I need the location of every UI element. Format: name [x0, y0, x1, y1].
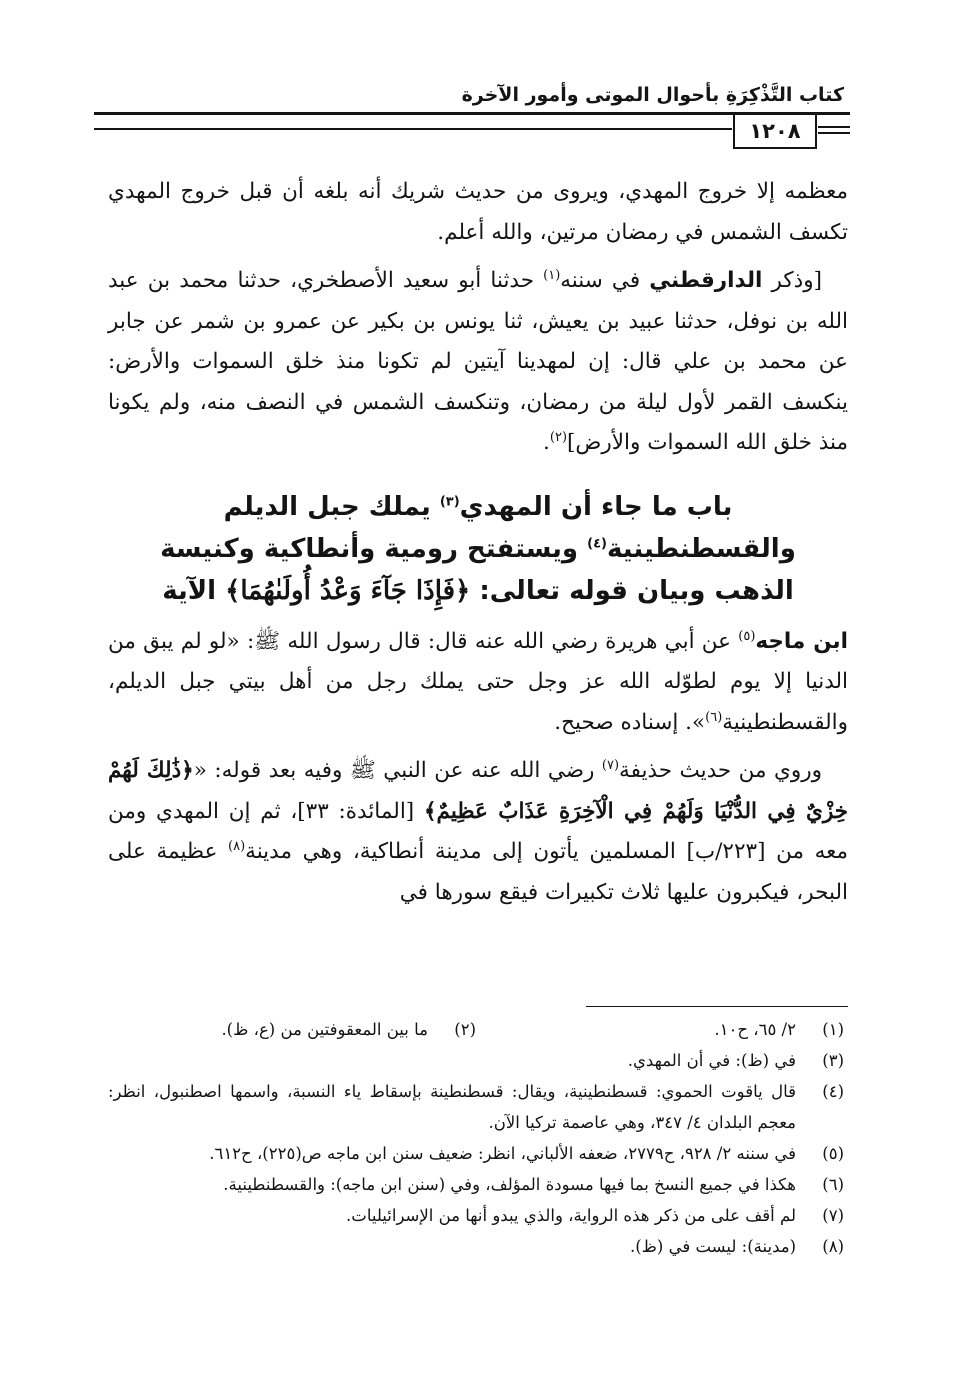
heading-segment: الآية [162, 575, 226, 606]
footnote-text: في سننه ٢/ ٩٢٨، ح٢٧٧٩، ضعفه الألباني، انظر: ضعيف سنن ابن ماجه ص(٢٢٥)، ح٦١٢. [209, 1144, 796, 1163]
footnote-item [108, 1045, 844, 1076]
footnote-text: هكذا في جميع النسخ بما فيها مسودة المؤلف، وفي (سنن ابن ماجه): والقسطنطينية. [223, 1175, 796, 1194]
footnote-text: (مدينة): ليست في (ظ). [629, 1237, 796, 1256]
text-segment: رضي الله عنه عن النبي ﷺ وفيه بعد قوله: « [193, 758, 602, 783]
chapter-heading [116, 486, 840, 612]
footnote-text: لم أقف على من ذكر هذه الرواية، والذي يبدو أنها من الإسرائيليات. [346, 1206, 796, 1225]
text-segment: ». إسناده صحيح. [554, 709, 706, 735]
header-rule-right-lower [818, 132, 850, 134]
footnote-ref[interactable]: (٣) [439, 493, 460, 509]
footnote-ref[interactable]: (٤) [587, 535, 607, 551]
text-segment: عظيمة على البحر، فيكبرون عليها ثلاث تكبيرات فيقع سورها في [108, 839, 848, 905]
text-segment: حدثنا أبو سعيد الأصطخري، حدثنا محمد بن عبد الله بن نوفل، حدثنا عبيد بن يعيش، ثنا يونس بن بكير عن عمرو بن شمر عن جابر عن محمد بن علي قال: إن لمهدينا آيتين لم تكونا منذ خلق السموات والأرض: ينكسف القمر لأول ليلة من رمضان، وتنكسف الشمس في النصف منه، ولم يكونا منذ خلق الله السموات والأرض] [108, 268, 848, 455]
footnote-item [108, 1231, 844, 1262]
footnote-item [108, 1076, 844, 1138]
heading-segment: يملك جبل الديلم والقسطنطينية [223, 491, 796, 564]
footnote-item [476, 1014, 844, 1045]
heading-segment: باب ما جاء أن المهدي [459, 491, 733, 522]
footnote-item [108, 1138, 844, 1169]
footnote-ref[interactable]: (٥) [738, 628, 756, 644]
footnote-number: (٤) [822, 1082, 844, 1101]
text-segment: في سننه [560, 268, 650, 293]
text-segment: [وذكر [762, 268, 822, 293]
footnote-item [108, 1200, 844, 1231]
footnote-text: في (ظ): في أن المهدي. [627, 1051, 796, 1070]
paragraph-hudhayfa [108, 751, 848, 913]
footnote-text: قال ياقوت الحموي: قسطنطينية، ويقال: قسطنطينة بإسقاط ياء النسبة، واسمها اصطنبول، انظر: معجم البلدان ٤/ ٣٤٧، وهي عاصمة تركيا الآن. [108, 1082, 796, 1132]
footnote-number: (٨) [822, 1237, 844, 1256]
footnote-number: (٢) [454, 1020, 476, 1039]
quran-quote: ﴿ذَٰلِكَ لَهُمْ خِزْيٌ فِي الدُّنْيَا وَلَهُمْ فِي الْآخِرَةِ عَذَابٌ عَظِيمٌ﴾ [108, 758, 848, 824]
text-segment: . [543, 430, 550, 455]
source-name: ابن ماجه [755, 628, 848, 654]
footnote-separator [586, 1006, 848, 1007]
header-rule-left [94, 128, 732, 130]
footnote-ref[interactable]: (١) [543, 267, 561, 283]
footnote-row [108, 1014, 844, 1045]
footnote-number: (١) [822, 1020, 844, 1039]
footnote-text: ٢/ ٦٥، ح١٠. [714, 1020, 796, 1039]
footnote-number: (٣) [822, 1051, 844, 1070]
author-name: الدارقطني [649, 268, 763, 293]
main-text [108, 172, 848, 921]
footnote-number: (٧) [822, 1206, 844, 1225]
footnote-ref[interactable]: (٨) [228, 838, 246, 854]
text-segment: [المائدة: ٣٣]، ثم إن المهدي ومن معه من [٢٢٣/ب] المسلمين يأتون إلى مدينة أنطاكية، وهي مدينة [108, 798, 848, 864]
footnote-ref[interactable]: (٦) [705, 709, 723, 725]
page-number: ١٢٠٨ [733, 113, 817, 149]
footnotes [108, 1014, 844, 1262]
paragraph-continuation: معظمه إلا خروج المهدي، ويروى من حديث شريك أنه بلغه أن قبل خروج المهدي تكسف الشمس في رمضان مرتين، والله أعلم. [108, 179, 848, 245]
running-title: كتاب التَّذْكِرَةِ بأحوال الموتى وأمور الآخرة [461, 84, 844, 106]
footnote-number: (٦) [822, 1175, 844, 1194]
text-segment: عن أبي هريرة رضي الله عنه قال: قال رسول الله ﷺ: «لو لم يبق من الدنيا إلا يوم لطوّله الله عز وجل حتى يملك رجل من أهل بيتي جبل الديلم، والقسطنطينية [108, 628, 848, 735]
footnote-text: ما بين المعقوفتين من (ع، ظ). [221, 1020, 428, 1039]
footnote-number: (٥) [822, 1144, 844, 1163]
paragraph-ibn-majah [108, 622, 848, 744]
quran-quote: ﴿فَإِذَا جَآءَ وَعْدُ أُولَىٰهُمَا﴾ [225, 575, 471, 606]
footnote-item [108, 1014, 476, 1045]
footnote-item [108, 1169, 844, 1200]
paragraph-daraqutni [108, 261, 848, 464]
text-segment: وروي من حديث حذيفة [619, 758, 822, 783]
header-rule-right [818, 126, 850, 128]
footnote-ref[interactable]: (٢) [549, 429, 568, 445]
heading-segment: ويستفتح رومية وأنطاكية وكنيسة الذهب وبيان قوله تعالى: [160, 533, 794, 606]
footnote-ref[interactable]: (٧) [601, 757, 620, 773]
